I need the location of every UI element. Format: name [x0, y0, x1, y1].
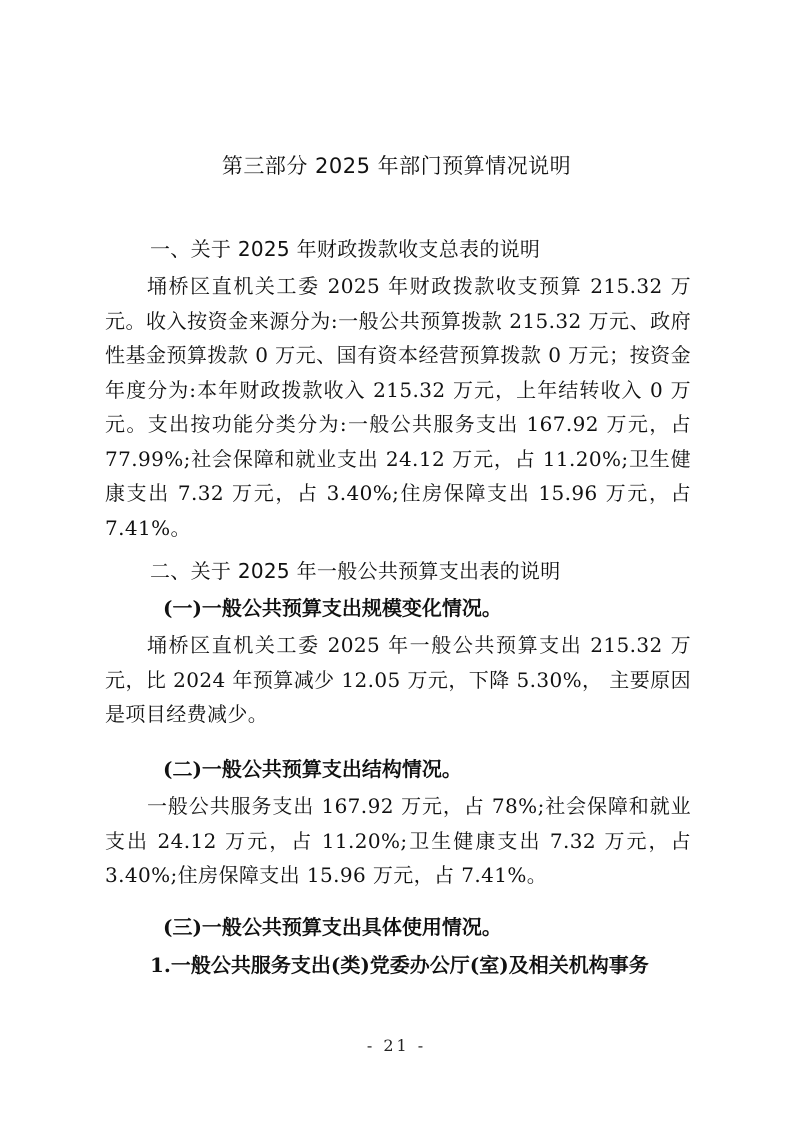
page-number: - 21 -	[366, 1036, 427, 1055]
section-1-heading: 一、关于 2025 年财政拨款收支总表的说明	[150, 237, 541, 261]
subsection-1-paragraph: 埇桥区直机关工委 2025 年一般公共预算支出 215.32 万元，比 2024 年预算减少 12.05 万元，下降 5.30%， 主要原因是项目经费减少。	[105, 633, 691, 726]
section-1-paragraph: 埇桥区直机关工委 2025 年财政拨款收支预算 215.32 万元。收入按资金来源分为:一般公共预算拨款 215.32 万元、政府性基金预算拨款 0 万元、国有资本经营预算拨款 0 万元；按资金年度分为:本年财政拨款收入 215.32 万元，上年结转收入 0 万元。支出按功能分类分为:一般公共服务支出 167.92 万元，占 77.99%;社会保障和就业支出 24.12 万元，占 11.20%;卫生健康支出 7.32 万元，占 3.40%;住房保障支出 15.96 万元，占 7.41%。	[105, 274, 691, 540]
section-2-heading: 二、关于 2025 年一般公共预算支出表的说明	[150, 559, 561, 583]
subsection-3-heading: (三)一般公共预算支出具体使用情况。	[163, 915, 502, 939]
subsection-2-heading: (二)一般公共预算支出结构情况。	[163, 757, 462, 781]
item-1-heading: 1.一般公共服务支出(类)党委办公厅(室)及相关机构事务	[150, 953, 649, 977]
page-title: 第三部分 2025 年部门预算情况说明	[221, 154, 572, 178]
subsection-2-paragraph: 一般公共服务支出 167.92 万元，占 78%;社会保障和就业支出 24.12 万元，占 11.20%;卫生健康支出 7.32 万元，占 3.40%;住房保障支出 15.96 万元，占 7.41%。	[105, 794, 691, 887]
subsection-1-heading: (一)一般公共预算支出规模变化情况。	[163, 596, 502, 620]
